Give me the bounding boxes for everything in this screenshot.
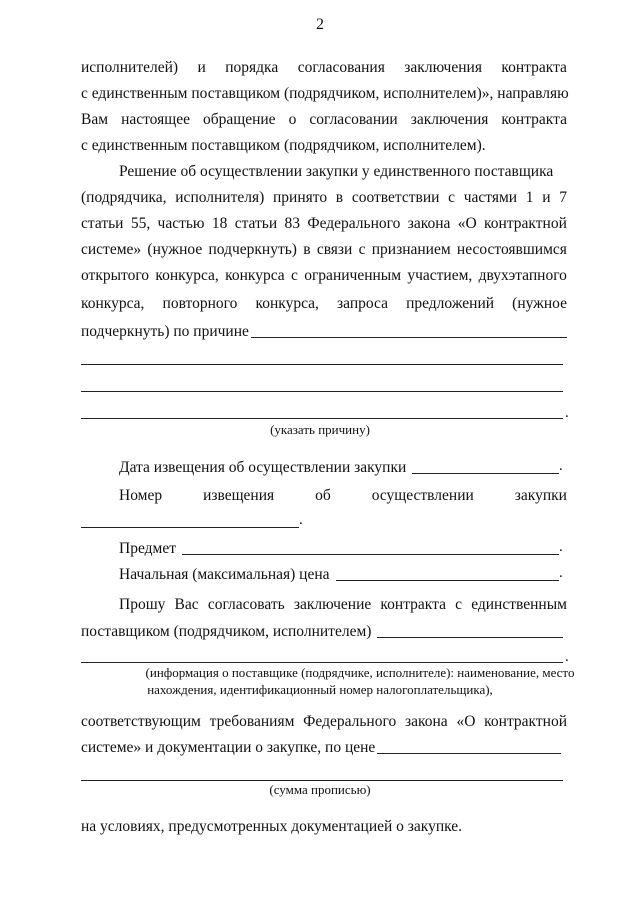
price-period: . — [559, 565, 563, 581]
word: 1 — [525, 189, 534, 206]
word: заключение — [293, 596, 372, 613]
word: об — [315, 487, 331, 504]
reason-field[interactable] — [251, 322, 567, 338]
word: 18 — [211, 215, 228, 232]
paragraph-line-8 — [81, 240, 567, 260]
notice-date-field[interactable] — [412, 458, 559, 474]
reason-period: . — [565, 405, 569, 421]
word: заключения — [404, 59, 482, 76]
word: в — [303, 241, 311, 258]
word: и — [197, 59, 206, 76]
sum-hint: (сумма прописью) — [269, 782, 371, 797]
word: «О — [456, 713, 476, 730]
word: Номер — [119, 487, 163, 504]
word: контракта — [501, 59, 567, 76]
supplier-line — [81, 622, 563, 642]
word: 83 — [284, 215, 301, 232]
word: принято — [273, 189, 328, 206]
word: конкурса, — [81, 295, 145, 312]
docs-price-label: системе» и документации о закупке, по цене — [81, 739, 376, 756]
word: системе» — [81, 241, 142, 258]
reason-line — [81, 322, 567, 342]
compliance-line — [81, 712, 567, 732]
word: извещения — [203, 487, 275, 504]
word: запроса — [337, 295, 388, 312]
word: признанием — [371, 241, 451, 258]
word: Прошу — [119, 596, 166, 613]
word: закона — [407, 215, 451, 232]
paragraph-line-2: с единственным поставщиком (подрядчиком, исполнителем)», направляю — [81, 85, 569, 102]
word: контрактной — [484, 215, 567, 232]
word: с — [358, 241, 366, 258]
word: с — [291, 267, 298, 284]
word: статьи — [234, 215, 278, 232]
notice-date-line — [119, 458, 559, 478]
reason-label: подчеркнуть) по причине — [81, 323, 249, 340]
word: 55, — [130, 215, 151, 232]
word: и — [542, 189, 551, 206]
word: с — [448, 189, 456, 206]
subject-field[interactable] — [182, 539, 559, 555]
word: Федерального — [303, 713, 397, 730]
paragraph-line-3 — [81, 110, 567, 130]
request-line — [119, 595, 567, 615]
word: обращение — [203, 111, 276, 128]
word: частью — [157, 215, 205, 232]
paragraph-line-9 — [81, 266, 567, 286]
word: (нужное — [147, 241, 203, 258]
word: согласовать — [207, 596, 285, 613]
word: соответствии — [351, 189, 440, 206]
paragraph-line-1 — [81, 58, 567, 78]
docs-price-line — [81, 738, 561, 758]
paragraph-line-6 — [81, 188, 567, 208]
supplier-field-2[interactable] — [81, 662, 563, 663]
word: частями — [463, 189, 518, 206]
word: заключения — [410, 111, 489, 128]
word: статьи — [81, 215, 124, 232]
notice-date-period: . — [559, 458, 563, 474]
word: двухэтапного — [478, 267, 567, 284]
notice-number-field[interactable] — [81, 527, 299, 528]
paragraph-line-7 — [81, 214, 567, 234]
subject-line — [119, 539, 559, 559]
paragraph-line-10 — [81, 294, 567, 314]
word: исполнителя) — [175, 189, 265, 206]
word: (подрядчика, — [81, 189, 167, 206]
word: настоящее — [121, 111, 190, 128]
paragraph-line-5: Решение об осуществлении закупки у единственного поставщика — [119, 163, 554, 180]
word: в — [335, 189, 344, 206]
word: порядка — [225, 59, 279, 76]
word: 7 — [559, 189, 567, 206]
word: ограниченным — [304, 267, 402, 284]
word: закупки — [514, 487, 567, 504]
word: контрактной — [484, 713, 567, 730]
word: о — [288, 111, 297, 128]
paragraph-line-4: с единственным поставщиком (подрядчиком, исполнителем). — [81, 137, 486, 154]
notice-date-label: Дата извещения об осуществлении закупки — [119, 459, 407, 476]
word: закона — [404, 713, 448, 730]
price-label: Начальная (максимальная) цена — [119, 566, 330, 583]
word: конкурса — [225, 267, 285, 284]
word: единственным — [471, 596, 567, 613]
word: соответствующим — [81, 713, 201, 730]
word: конкурса, — [255, 295, 319, 312]
word: исполнителей) — [81, 59, 179, 76]
price-line — [119, 565, 559, 585]
word: «О — [457, 215, 477, 232]
price-field[interactable] — [336, 565, 559, 581]
supplier-period: . — [565, 649, 569, 665]
word: требованиям — [209, 713, 295, 730]
supplier-field[interactable] — [377, 622, 563, 638]
word: предложений — [406, 295, 495, 312]
word: Федерального — [307, 215, 401, 232]
supplier-hint-2: нахождения, идентификационный номер налогоплательщика), — [147, 682, 493, 697]
word: несостоявшимся — [456, 241, 567, 258]
word: Вас — [174, 596, 199, 613]
reason-field-4[interactable] — [81, 418, 563, 419]
word: участием, — [407, 267, 473, 284]
word: контракта — [380, 596, 446, 613]
reason-hint: (указать причину) — [270, 422, 370, 437]
word: осуществлении — [371, 487, 474, 504]
docs-price-field[interactable] — [377, 738, 561, 754]
word: повторного — [162, 295, 238, 312]
word: контракта — [501, 111, 567, 128]
word: открытого — [81, 267, 150, 284]
page-number: 2 — [316, 16, 324, 33]
conditions-line: на условиях, предусмотренных документацией о закупке. — [81, 818, 463, 835]
supplier-label: поставщиком (подрядчиком, исполнителем) — [81, 623, 372, 640]
word: конкурса, — [155, 267, 219, 284]
subject-period: . — [559, 539, 563, 555]
word: (нужное — [512, 295, 567, 312]
word: согласования — [297, 59, 385, 76]
word: Вам — [81, 111, 109, 128]
supplier-hint-1: (информация о поставщике (подрядчике, исполнителе): наименование, место — [145, 665, 575, 680]
word: с — [455, 596, 463, 613]
word: согласовании — [309, 111, 398, 128]
word: подчеркнуть) — [208, 241, 297, 258]
notice-number-period: . — [299, 512, 303, 528]
word: связи — [316, 241, 353, 258]
notice-number-line — [119, 486, 567, 506]
reason-field-2[interactable] — [81, 364, 563, 365]
reason-field-3[interactable] — [81, 391, 563, 392]
subject-label: Предмет — [119, 540, 176, 557]
